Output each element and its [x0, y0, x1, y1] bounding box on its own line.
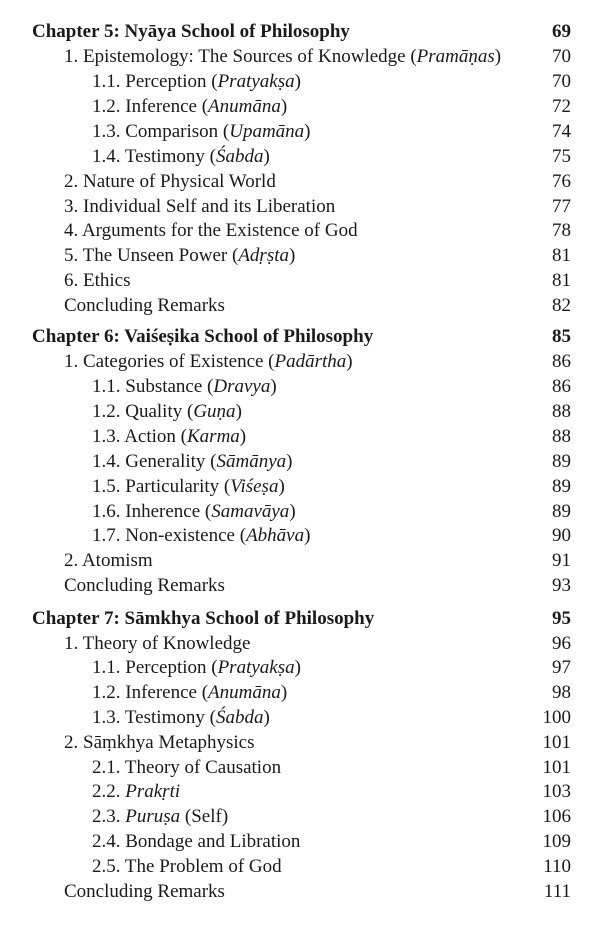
toc-entry[interactable]: [0, 573, 600, 599]
entry-label: 2.4. Bondage and Libration: [92, 831, 301, 852]
page-number: 98: [552, 682, 571, 703]
entry-label: 1.2. Inference (Anumāna): [92, 96, 288, 117]
entry-label: Concluding Remarks: [64, 295, 225, 316]
toc-entry[interactable]: [0, 829, 600, 855]
page-number: 74: [552, 121, 571, 142]
entry-label: 4. Arguments for the Existence of God: [64, 220, 358, 241]
entry-label: 2. Sāṃkhya Metaphysics: [64, 732, 255, 753]
toc-entry[interactable]: [0, 243, 600, 269]
page-number: 86: [552, 376, 571, 397]
toc-entry[interactable]: [0, 44, 600, 70]
entry-label: 1. Theory of Knowledge: [64, 633, 251, 654]
entry-label: 1.5. Particularity (Viśeṣa): [92, 476, 285, 497]
chapter-title: Chapter 7: Sāmkhya School of Philosophy: [32, 608, 375, 629]
entry-label: 2.3. Puruṣa (Self): [92, 806, 229, 827]
page-number: 88: [552, 401, 571, 422]
page-number: 109: [542, 831, 571, 852]
toc-entry[interactable]: [0, 94, 600, 120]
toc-entry[interactable]: [0, 655, 600, 681]
page-number: 97: [552, 657, 571, 678]
page-number: 76: [552, 171, 571, 192]
entry-label: 3. Individual Self and its Liberation: [64, 196, 336, 217]
entry-label: 1.3. Testimony (Śabda): [92, 707, 270, 728]
toc-entry[interactable]: [0, 523, 600, 549]
entry-label: Concluding Remarks: [64, 575, 225, 596]
entry-label: 1.2. Inference (Anumāna): [92, 682, 288, 703]
page-number: 95: [552, 608, 571, 629]
page-number: 85: [552, 326, 571, 347]
page-number: 103: [542, 781, 571, 802]
toc-entry[interactable]: [0, 424, 600, 450]
chapter-heading[interactable]: [0, 606, 600, 632]
entry-label: 1.6. Inherence (Samavāya): [92, 501, 296, 522]
entry-label: 2.1. Theory of Causation: [92, 757, 282, 778]
entry-label: 1.4. Generality (Sāmānya): [92, 451, 293, 472]
entry-label: 1.3. Comparison (Upamāna): [92, 121, 311, 142]
page-number: 91: [552, 550, 571, 571]
page-number: 75: [552, 146, 571, 167]
entry-label: 1.1. Perception (Pratyakṣa): [92, 657, 301, 678]
entry-label: 1.2. Quality (Guṇa): [92, 401, 242, 422]
toc-entry[interactable]: [0, 705, 600, 731]
page-number: 78: [552, 220, 571, 241]
toc-entry[interactable]: [0, 374, 600, 400]
page-number: 110: [543, 856, 571, 877]
toc-entry[interactable]: [0, 268, 600, 294]
entry-label: 1.3. Action (Karma): [92, 426, 247, 447]
page-number: 81: [552, 245, 571, 266]
page-number: 101: [542, 757, 571, 778]
page-number: 111: [543, 881, 571, 902]
toc-entry[interactable]: [0, 194, 600, 220]
page-number: 101: [542, 732, 571, 753]
page-number: 81: [552, 270, 571, 291]
toc-entry[interactable]: [0, 144, 600, 170]
toc-entry[interactable]: [0, 293, 600, 319]
entry-label: Concluding Remarks: [64, 881, 225, 902]
toc-entry[interactable]: [0, 218, 600, 244]
page-number: 100: [542, 707, 571, 728]
toc-entry[interactable]: [0, 730, 600, 756]
entry-label: 1.1. Perception (Pratyakṣa): [92, 71, 301, 92]
chapter-title: Chapter 6: Vaiśeṣika School of Philosophy: [32, 326, 374, 347]
entry-label: 5. The Unseen Power (Adṛṣta): [64, 245, 296, 266]
toc-entry[interactable]: [0, 755, 600, 781]
toc-entry[interactable]: [0, 119, 600, 145]
toc-entry[interactable]: [0, 680, 600, 706]
toc-entry[interactable]: [0, 69, 600, 95]
page-number: 89: [552, 476, 571, 497]
entry-label: 6. Ethics: [64, 270, 131, 291]
entry-label: 1. Epistemology: The Sources of Knowledge (Pramāṇas): [64, 46, 502, 67]
entry-label: 2.2. Prakṛti: [92, 781, 181, 802]
entry-label: 2.5. The Problem of God: [92, 856, 282, 877]
page-number: 89: [552, 501, 571, 522]
toc-entry[interactable]: [0, 631, 600, 657]
page-number: 90: [552, 525, 571, 546]
toc-entry[interactable]: [0, 474, 600, 500]
page-number: 89: [552, 451, 571, 472]
chapter-heading[interactable]: [0, 19, 600, 45]
page-number: 93: [552, 575, 571, 596]
page-number: 70: [552, 71, 571, 92]
page-number: 88: [552, 426, 571, 447]
entry-label: 2. Atomism: [64, 550, 153, 571]
chapter-title: Chapter 5: Nyāya School of Philosophy: [32, 21, 350, 42]
toc-entry[interactable]: [0, 449, 600, 475]
toc-entry[interactable]: [0, 779, 600, 805]
entry-label: 1.1. Substance (Dravya): [92, 376, 277, 397]
page-number: 72: [552, 96, 571, 117]
entry-label: 2. Nature of Physical World: [64, 171, 276, 192]
toc-entry[interactable]: [0, 399, 600, 425]
entry-label: 1.7. Non-existence (Abhāva): [92, 525, 311, 546]
page-number: 106: [542, 806, 571, 827]
page-number: 86: [552, 351, 571, 372]
entry-label: 1.4. Testimony (Śabda): [92, 146, 270, 167]
page-number: 82: [552, 295, 571, 316]
toc-entry[interactable]: [0, 854, 600, 880]
chapter-heading[interactable]: [0, 324, 600, 350]
toc-entry[interactable]: [0, 169, 600, 195]
toc-entry[interactable]: [0, 879, 600, 905]
toc-entry[interactable]: [0, 499, 600, 525]
page-number: 96: [552, 633, 571, 654]
entry-label: 1. Categories of Existence (Padārtha): [64, 351, 353, 372]
toc-entry[interactable]: [0, 349, 600, 375]
toc-entry[interactable]: [0, 804, 600, 830]
page-number: 69: [552, 21, 571, 42]
page-number: 70: [552, 46, 571, 67]
page-number: 77: [552, 196, 571, 217]
toc-entry[interactable]: [0, 548, 600, 574]
